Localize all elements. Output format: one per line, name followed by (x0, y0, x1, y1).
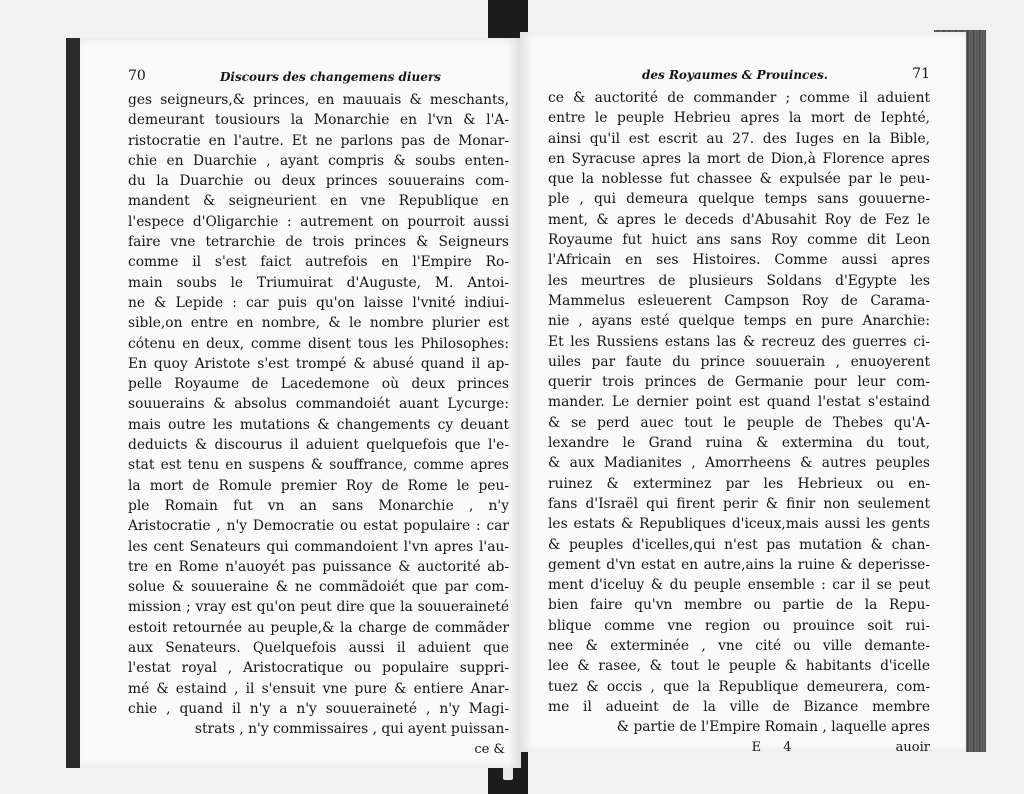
text-line: Et les Russiens estans las & recreuz des guerres ci- (548, 333, 930, 350)
text-line: les estats & Republiques d'iceux,mais aussi les gents (548, 516, 930, 533)
signature-mark: E (751, 739, 762, 755)
text-line: l'Africain en ses Histoires. Comme aussi apres (548, 252, 930, 269)
text-line: blique comme vne region ou prouince soit rui- (548, 617, 930, 634)
text-line: deduicts & discourus il aduient quelquefois que l'e- (128, 437, 509, 454)
text-line: querir trois princes de Germanie pour leur com- (548, 374, 930, 391)
text-line: ment, & apres le deceds d'Abusahit Roy de Fez le (548, 211, 930, 228)
text-line: nie , ayans esté quelque temps en pure Anarchie: (548, 313, 930, 330)
text-line: ce & auctorité de commander ; comme il aduient (548, 90, 930, 106)
text-line: ristocratie en l'autre. Et ne parlons pas de Monar- (128, 132, 509, 149)
left-page (66, 38, 521, 768)
text-line: entre le peuple Hebrieu apres la mort de Iephté, (548, 110, 930, 127)
text-line: ment d'iceluy & du peuple ensemble : car il se peut (548, 577, 930, 594)
text-line: les meurtres de plusieurs Soldans d'Egypte les (548, 272, 930, 289)
text-line: ne & Lepide : car puis qu'on laisse l'vnité indiui- (128, 294, 509, 311)
catchword: ce & (474, 741, 505, 757)
text-line: strats , n'y commissaires , qui ayent puissan- (194, 721, 509, 738)
text-line: fans d'Israël qui firent perir & finir non seulement (548, 495, 930, 512)
text-line: mais outre les mutations & changements cy deuant (128, 416, 509, 433)
text-line: Mammelus esleuerent Campson Roy de Carama- (548, 292, 930, 309)
text-line: aux Senateurs. Quelquefois aussi il aduient que (128, 640, 509, 657)
text-line: nee & exterminée , vne cité ou ville demante- (548, 638, 930, 655)
text-line: mandent & seigneurient en vne Republique en (128, 193, 509, 210)
text-line: & partie de l'Empire Romain , laquelle apres (616, 719, 930, 736)
running-head: Discours des changemens diuers (220, 70, 441, 84)
left-page-header (128, 68, 509, 90)
running-head: des Royaumes & Prouinces. (642, 68, 828, 82)
text-line: souuerains & absolus commandoiét auant Lycurge: (128, 396, 509, 413)
right-page-text (548, 88, 930, 738)
text-line: ainsi qu'il est escrit au 27. des Iuges en la Bible, (548, 130, 930, 147)
text-line: ges seigneurs,& princes, en mauuais & meschants, (128, 92, 509, 108)
text-line: chie , quand il n'y a n'y souueraineté , n'y Magi- (128, 700, 509, 717)
text-line: faire vne tetrarchie de trois princes & Seigneurs (128, 234, 509, 251)
text-line: tuez & occis , que la Republique demeurera, com- (548, 678, 930, 695)
text-line: uiles par faute du prince souuerain , enuoyerent (548, 353, 930, 370)
text-line: comme il s'est faict autrefois en l'Empire Ro- (128, 254, 509, 271)
page-number: 71 (912, 66, 930, 82)
left-page-footer (128, 740, 509, 760)
text-line: la mort de Romule premier Roy de Rome le peu- (128, 477, 509, 494)
text-line: bien faire qu'vn membre ou partie de la Repu- (548, 597, 930, 614)
text-line: les cent Senateurs qui commandoient l'vn apres l'au- (128, 538, 509, 555)
text-line: gement d'vn estat en autre,ains la ruine & deperisse- (548, 556, 930, 573)
text-line: que la noblesse fut chassee & expulsée par le peu- (548, 171, 930, 188)
text-line: mé & estaind , il s'ensuit vne pure & entiere Anar- (128, 680, 509, 697)
text-line: chie en Duarchie , ayant compris & soubs enten- (128, 152, 509, 169)
text-line: du la Duarchie ou deux princes souuerains com- (128, 173, 509, 190)
text-line: Royaume fut huict ans sans Roy comme dit Leon (548, 232, 930, 249)
right-page-header (548, 66, 930, 88)
text-line: mission ; vray est qu'on peut dire que la souueraineté (128, 599, 509, 616)
text-line: ple Romain fut vn an sans Monarchie , n'y (128, 497, 509, 514)
text-line: demeurant tousiours la Monarchie en l'vn & l'A- (128, 112, 509, 129)
text-line: tre en Rome n'auoyét pas puissance & auctorité ab- (128, 558, 509, 575)
text-line: l'estat royal , Aristocratique ou populaire suppri- (128, 660, 509, 677)
right-page (520, 32, 966, 755)
text-line: l'espece d'Oligarchie : autrement on pourroit aussi (128, 213, 509, 230)
text-line: me il adueint de la ville de Bizance membre (548, 698, 930, 715)
text-line: Aristocratie , n'y Democratie ou estat populaire : car (128, 518, 509, 535)
right-page-footer (548, 738, 930, 758)
text-line: en Syracuse apres la mort de Dion,à Florence apres (548, 150, 930, 167)
text-line: sible,on entre en nombre, & le nombre plurier est (128, 315, 509, 332)
text-line: ruinez & exterminez par les Hebrieux ou en- (548, 475, 930, 492)
text-line: lexandre le Grand ruina & extermina du tout, (548, 435, 930, 452)
text-line: & aux Madianites , Amorrheens & autres peuples (548, 455, 930, 472)
text-line: cótenu en deux, comme disent tous les Philosophes: (128, 335, 509, 352)
text-line: main soubs le Triumuirat d'Auguste, M. Antoi- (128, 274, 509, 291)
text-line: solue & souueraine & ne commãdoiét que par com- (128, 579, 509, 596)
text-line: lee & rasee, & tout le peuple & habitants d'icelle (548, 658, 930, 675)
text-line: ple , qui demeura quelque temps sans gouuerne- (548, 191, 930, 208)
text-line: En quoy Aristote s'est trompé & abusé quand il ap- (128, 355, 509, 372)
text-line: mander. Le dernier point est quand l'estat s'estaind (548, 394, 930, 411)
catchword: auoir (895, 739, 930, 755)
text-line: stat est tenu en suspens & souffrance, comme apres (128, 457, 509, 474)
text-line: pelle Royaume de Lacedemone où deux princes (128, 376, 509, 393)
left-page-text (128, 90, 509, 740)
text-line: & peuples d'icelles,qui n'est pas mutation & chan- (548, 536, 930, 553)
signature-number: 4 (783, 739, 792, 755)
text-line: estoit retournée au peuple,& la charge de commãder (128, 619, 509, 636)
text-line: & se perd auec tout le peuple de Thebes qu'A- (548, 414, 930, 431)
page-number: 70 (128, 68, 146, 84)
